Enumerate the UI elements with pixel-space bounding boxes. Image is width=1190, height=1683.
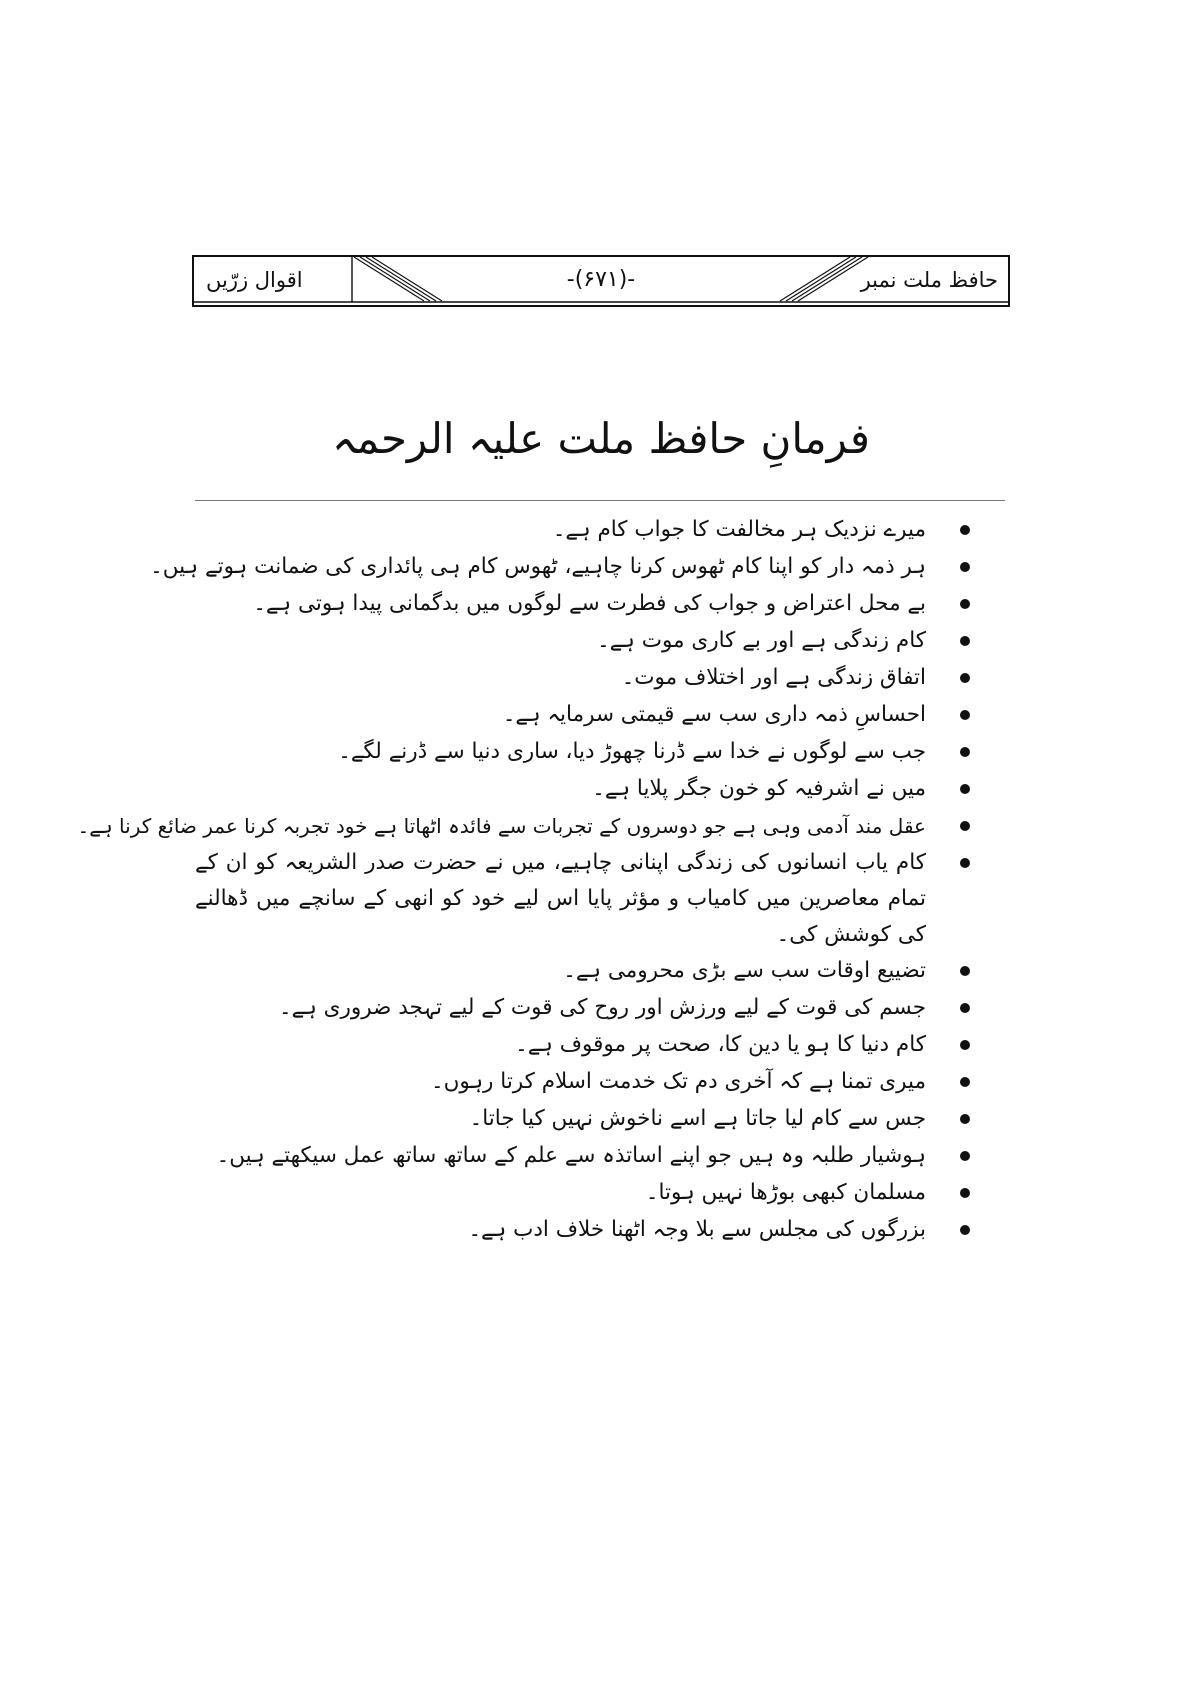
quote-text: جب سے لوگوں نے خدا سے ڈرنا چھوڑ دیا، ساری دنیا سے ڈرنے لگے۔ bbox=[338, 739, 926, 764]
quote-item bbox=[150, 549, 970, 586]
quote-item bbox=[195, 1064, 970, 1101]
quote-text: احساسِ ذمہ داری سب سے قیمتی سرمایہ ہے۔ bbox=[502, 702, 926, 727]
bullet-icon bbox=[960, 562, 970, 572]
quote-text: جس سے کام لیا جاتا ہے اسے ناخوش نہیں کیا جاتا۔ bbox=[469, 1106, 926, 1131]
quote-item bbox=[195, 845, 970, 953]
quote-item bbox=[195, 512, 970, 549]
quote-item bbox=[195, 1175, 970, 1212]
quote-text: ہوشیار طلبہ وہ ہیں جو اپنے اساتذہ سے علم کے ساتھ ساتھ عمل سیکھتے ہیں۔ bbox=[216, 1143, 926, 1168]
quote-text: عقل مند آدمی وہی ہے جو دوسروں کے تجربات سے فائدہ اٹھاتا ہے خود تجربہ کرنا عمر ضائع کرنا ہے۔ bbox=[77, 814, 926, 838]
quote-item bbox=[195, 734, 970, 771]
quotes-list bbox=[77, 512, 970, 1249]
bullet-icon bbox=[960, 784, 970, 794]
quote-item bbox=[195, 660, 970, 697]
bullet-icon bbox=[960, 636, 970, 646]
quote-text: کام دنیا کا ہو یا دین کا، صحت پر موقوف ہے۔ bbox=[515, 1032, 926, 1057]
bullet-icon bbox=[960, 1077, 970, 1087]
quote-item bbox=[195, 1027, 970, 1064]
quote-item bbox=[195, 586, 970, 623]
quote-item bbox=[195, 990, 970, 1027]
quote-text: تضییع اوقات سب سے بڑی محرومی ہے۔ bbox=[563, 958, 926, 983]
bullet-icon bbox=[960, 1188, 970, 1198]
bullet-icon bbox=[960, 1225, 970, 1235]
quote-item bbox=[195, 1101, 970, 1138]
bullet-icon bbox=[960, 858, 970, 868]
quote-text: میرے نزدیک ہر مخالفت کا جواب کام ہے۔ bbox=[552, 517, 926, 542]
page-title: فرمانِ حافظ ملت علیہ الرحمہ bbox=[332, 414, 870, 463]
bullet-icon bbox=[960, 747, 970, 757]
bullet-icon bbox=[960, 1151, 970, 1161]
bullet-icon bbox=[960, 599, 970, 609]
bullet-icon bbox=[960, 1003, 970, 1013]
quote-text: اتفاق زندگی ہے اور اختلاف موت۔ bbox=[621, 665, 926, 690]
bullet-icon bbox=[960, 821, 970, 831]
bullet-icon bbox=[960, 966, 970, 976]
quote-text: کام یاب انسانوں کی زندگی اپنانی چاہیے، میں نے حضرت صدر الشریعہ کو ان کے تمام معاصرین میں کامیاب و مؤثر پایا اس لیے خود کو انھی کے سانچے میں ڈھالنے کی کوشش کی۔ bbox=[195, 850, 926, 947]
quote-item bbox=[77, 808, 970, 845]
quote-item bbox=[195, 771, 970, 808]
bullet-icon bbox=[960, 673, 970, 683]
quote-text: ہر ذمہ دار کو اپنا کام ٹھوس کرنا چاہیے، ٹھوس کام ہی پائداری کی ضمانت ہوتے ہیں۔ bbox=[150, 554, 926, 579]
running-header bbox=[192, 255, 1010, 307]
quote-text: بزرگوں کی مجلس سے بلا وجہ اٹھنا خلاف ادب ہے۔ bbox=[468, 1217, 926, 1242]
quote-text: مسلمان کبھی بوڑھا نہیں ہوتا۔ bbox=[645, 1180, 926, 1205]
header-section-title: اقوال زرّیں bbox=[206, 268, 303, 292]
bullet-icon bbox=[960, 525, 970, 535]
title-divider bbox=[195, 500, 1005, 501]
quote-text: جسم کی قوت کے لیے ورزش اور روح کی قوت کے لیے تہجد ضروری ہے۔ bbox=[279, 995, 926, 1020]
bullet-icon bbox=[960, 1040, 970, 1050]
bullet-icon bbox=[960, 1114, 970, 1124]
quote-item bbox=[195, 1212, 970, 1249]
quote-text: کام زندگی ہے اور بے کاری موت ہے۔ bbox=[597, 628, 926, 653]
quote-item bbox=[195, 697, 970, 734]
quote-item bbox=[195, 1138, 970, 1175]
quote-text: میری تمنا ہے کہ آخری دم تک خدمت اسلام کرتا رہوں۔ bbox=[430, 1069, 926, 1094]
quote-text: میں نے اشرفیہ کو خون جگر پلایا ہے۔ bbox=[592, 776, 926, 801]
header-book-title: حافظ ملت نمبر bbox=[860, 268, 998, 292]
quote-item bbox=[195, 623, 970, 660]
quote-text: بے محل اعتراض و جواب کی فطرت سے لوگوں میں بدگمانی پیدا ہوتی ہے۔ bbox=[253, 591, 926, 616]
bullet-icon bbox=[960, 710, 970, 720]
quote-item bbox=[195, 953, 970, 990]
page-number: -(۶۷۱)- bbox=[566, 267, 636, 292]
